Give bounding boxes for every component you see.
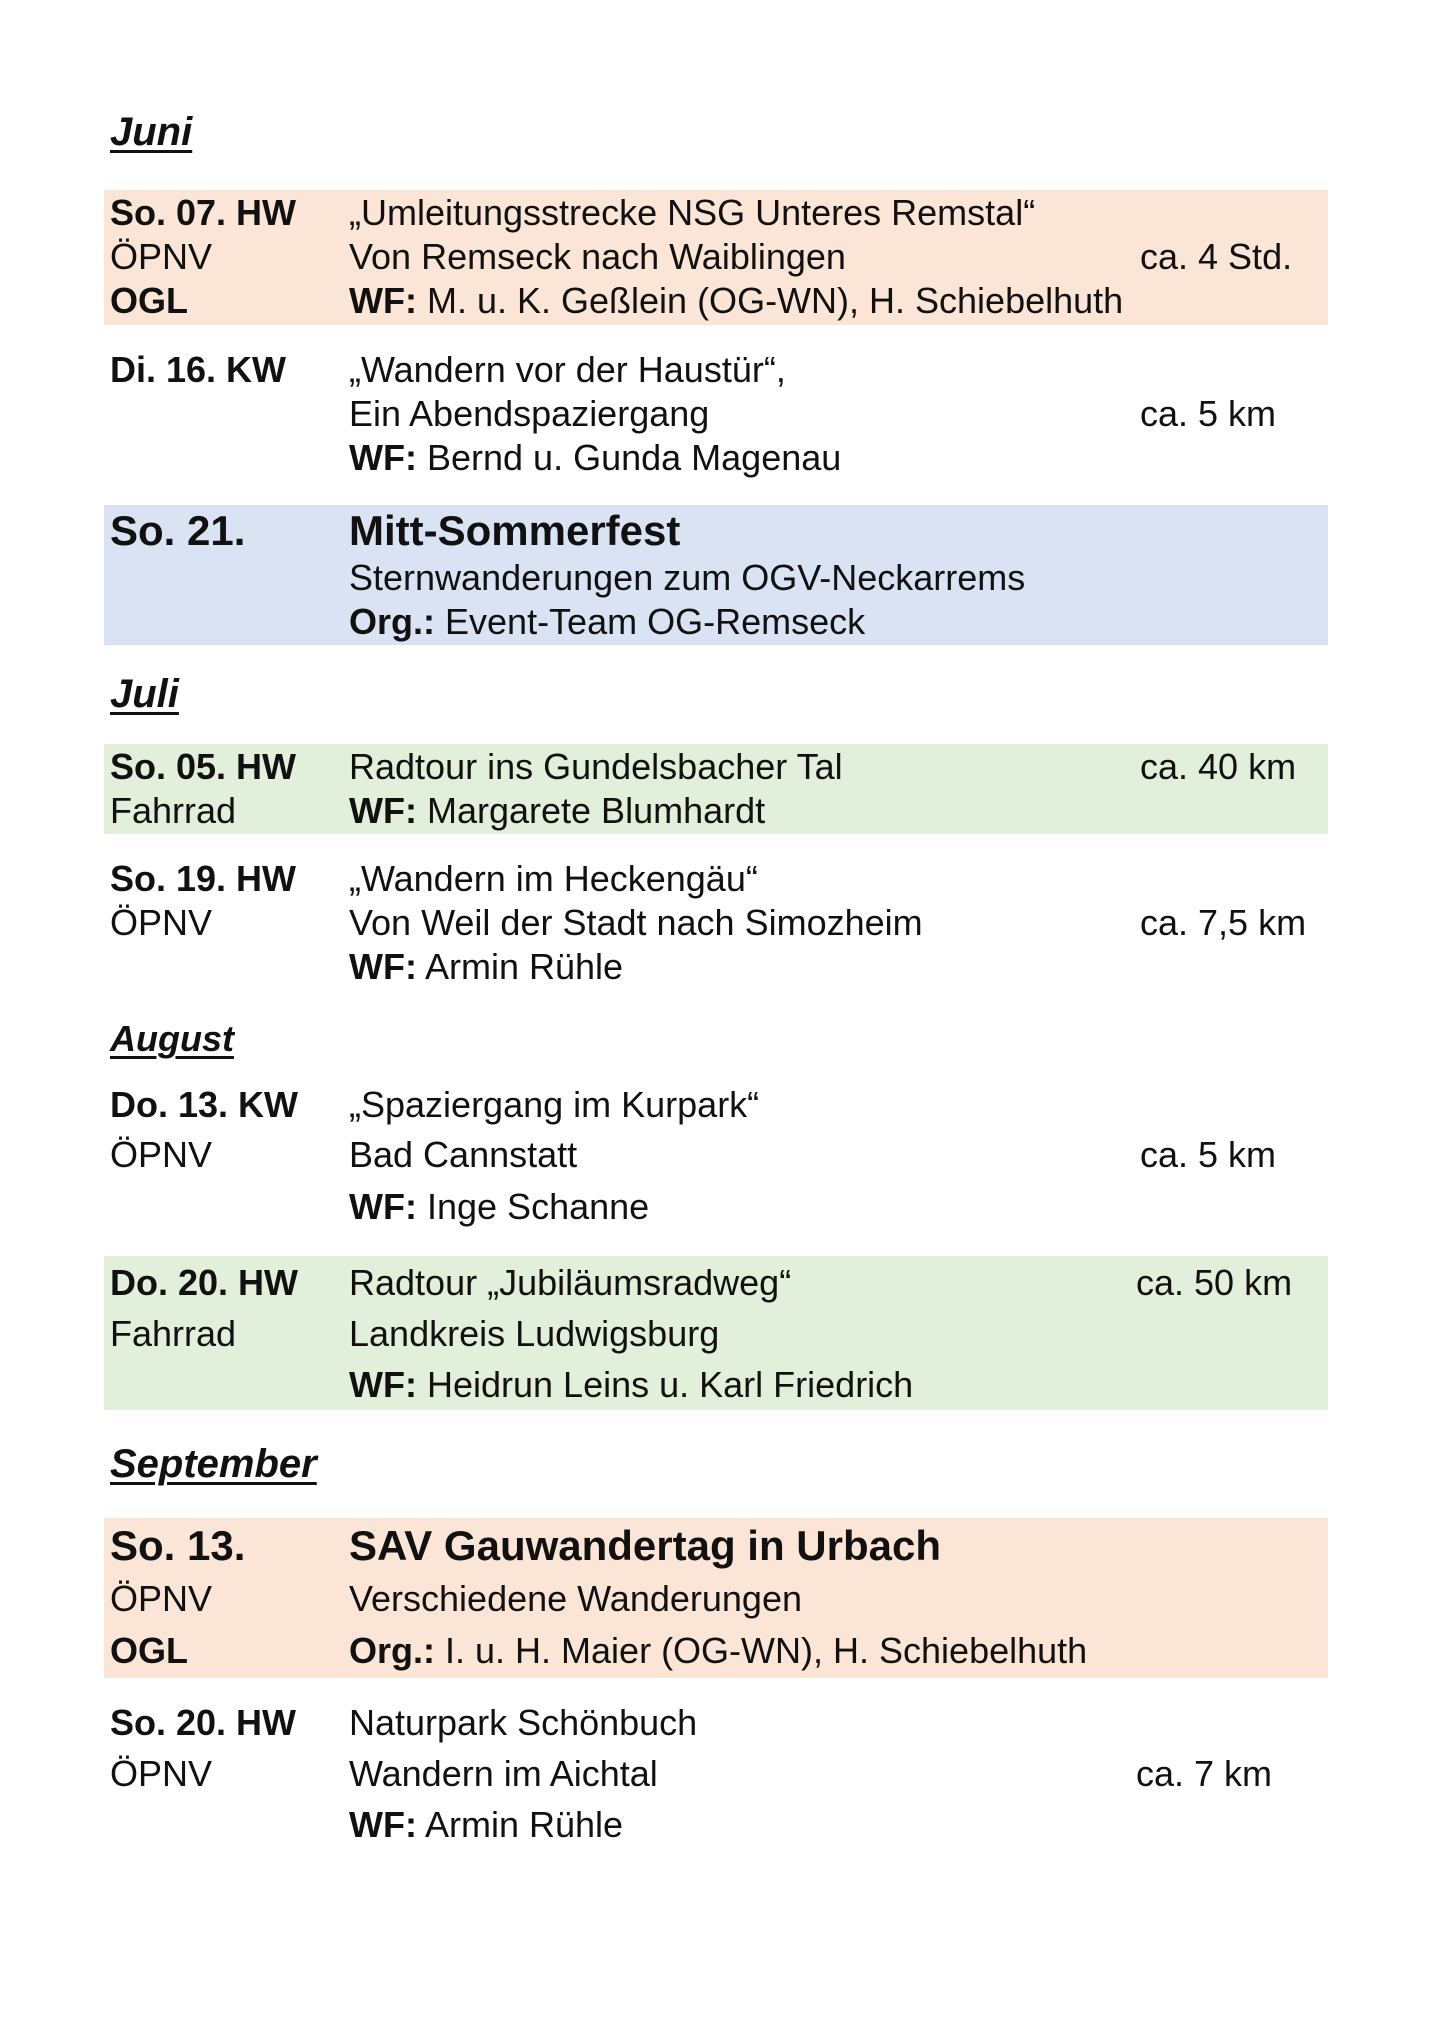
month-heading-july: Juli [110,672,179,716]
leader-label: WF: [349,437,417,478]
leader-label: WF: [349,1186,417,1227]
leader-label: WF: [349,1364,417,1405]
leader-label: WF: [349,946,417,987]
leader-label: Org.: [349,1630,435,1671]
event-transport: Fahrrad [110,1313,237,1354]
event-distance: ca. 5 km [1140,393,1277,434]
event-subtitle: Von Weil der Stadt nach Simozheim [349,902,923,943]
event-row [104,744,1328,834]
event-date: So. 21. [110,507,246,554]
event-distance: ca. 5 km [1140,1134,1277,1175]
event-title: „Wandern im Heckengäu“ [349,858,758,899]
leader-label: Org.: [349,601,435,642]
event-leader: Margarete Blumhardt [426,790,766,831]
event-date: Do. 13. KW [110,1084,299,1125]
event-title: Radtour ins Gundelsbacher Tal [349,746,843,787]
event-leader: I. u. H. Maier (OG-WN), H. Schiebelhuth [445,1630,1088,1671]
event-group: OGL [110,1630,188,1671]
event-subtitle: Ein Abendspaziergang [349,393,710,434]
event-leader: Heidrun Leins u. Karl Friedrich [426,1364,914,1405]
event-date: So. 20. HW [110,1702,297,1743]
event-row [104,190,1328,325]
event-date: Di. 16. KW [110,349,287,390]
event-subtitle: Verschiedene Wanderungen [349,1578,802,1619]
month-heading-june: Juni [110,110,193,154]
event-distance: ca. 50 km [1136,1262,1293,1303]
event-leader: Bernd u. Gunda Magenau [426,437,842,478]
event-subtitle: Wandern im Aichtal [349,1753,658,1794]
event-title: Naturpark Schönbuch [349,1702,698,1743]
event-row [104,349,1328,484]
event-row [104,858,1328,993]
event-distance: ca. 7,5 km [1140,902,1307,943]
event-leader: Inge Schanne [426,1186,650,1227]
event-date: So. 05. HW [110,746,297,787]
event-leader: Armin Rühle [424,1804,624,1845]
event-title: „Spaziergang im Kurpark“ [349,1084,760,1125]
event-leader: Event-Team OG-Remseck [445,601,866,642]
event-row [104,1084,1328,1234]
event-title: Mitt-Sommerfest [349,507,681,554]
event-row [104,1518,1328,1678]
leader-label: WF: [349,1804,417,1845]
event-date: So. 07. HW [110,192,297,233]
event-distance: ca. 40 km [1140,746,1297,787]
event-row [104,1698,1328,1848]
event-title: „Umleitungsstrecke NSG Unteres Remstal“ [349,192,1036,233]
event-transport: Fahrrad [110,790,237,831]
event-date: Do. 20. HW [110,1262,299,1303]
event-row [104,505,1328,645]
event-title: SAV Gauwandertag in Urbach [349,1522,941,1569]
event-subtitle: Landkreis Ludwigsburg [349,1313,720,1354]
event-leader: Armin Rühle [424,946,624,987]
event-transport: ÖPNV [110,1578,213,1619]
event-subtitle: Von Remseck nach Waiblingen [349,236,846,277]
event-leader: M. u. K. Geßlein (OG-WN), H. Schiebelhuth [426,280,1124,321]
event-row [104,1256,1328,1410]
event-title: Radtour „Jubiläumsradweg“ [349,1262,792,1303]
event-transport: ÖPNV [110,1134,213,1175]
event-distance: ca. 4 Std. [1140,236,1293,277]
event-transport: ÖPNV [110,236,213,277]
event-subtitle: Sternwanderungen zum OGV-Neckarrems [349,557,1026,598]
event-title: „Wandern vor der Haustür“, [349,349,786,390]
month-heading-august: August [110,1018,234,1059]
event-transport: ÖPNV [110,902,213,943]
leader-label: WF: [349,790,417,831]
leader-label: WF: [349,280,417,321]
event-subtitle: Bad Cannstatt [349,1134,578,1175]
event-distance: ca. 7 km [1136,1753,1273,1794]
month-heading-september: September [110,1442,317,1486]
event-transport: ÖPNV [110,1753,213,1794]
event-date: So. 19. HW [110,858,297,899]
event-group: OGL [110,280,188,321]
event-date: So. 13. [110,1522,246,1569]
